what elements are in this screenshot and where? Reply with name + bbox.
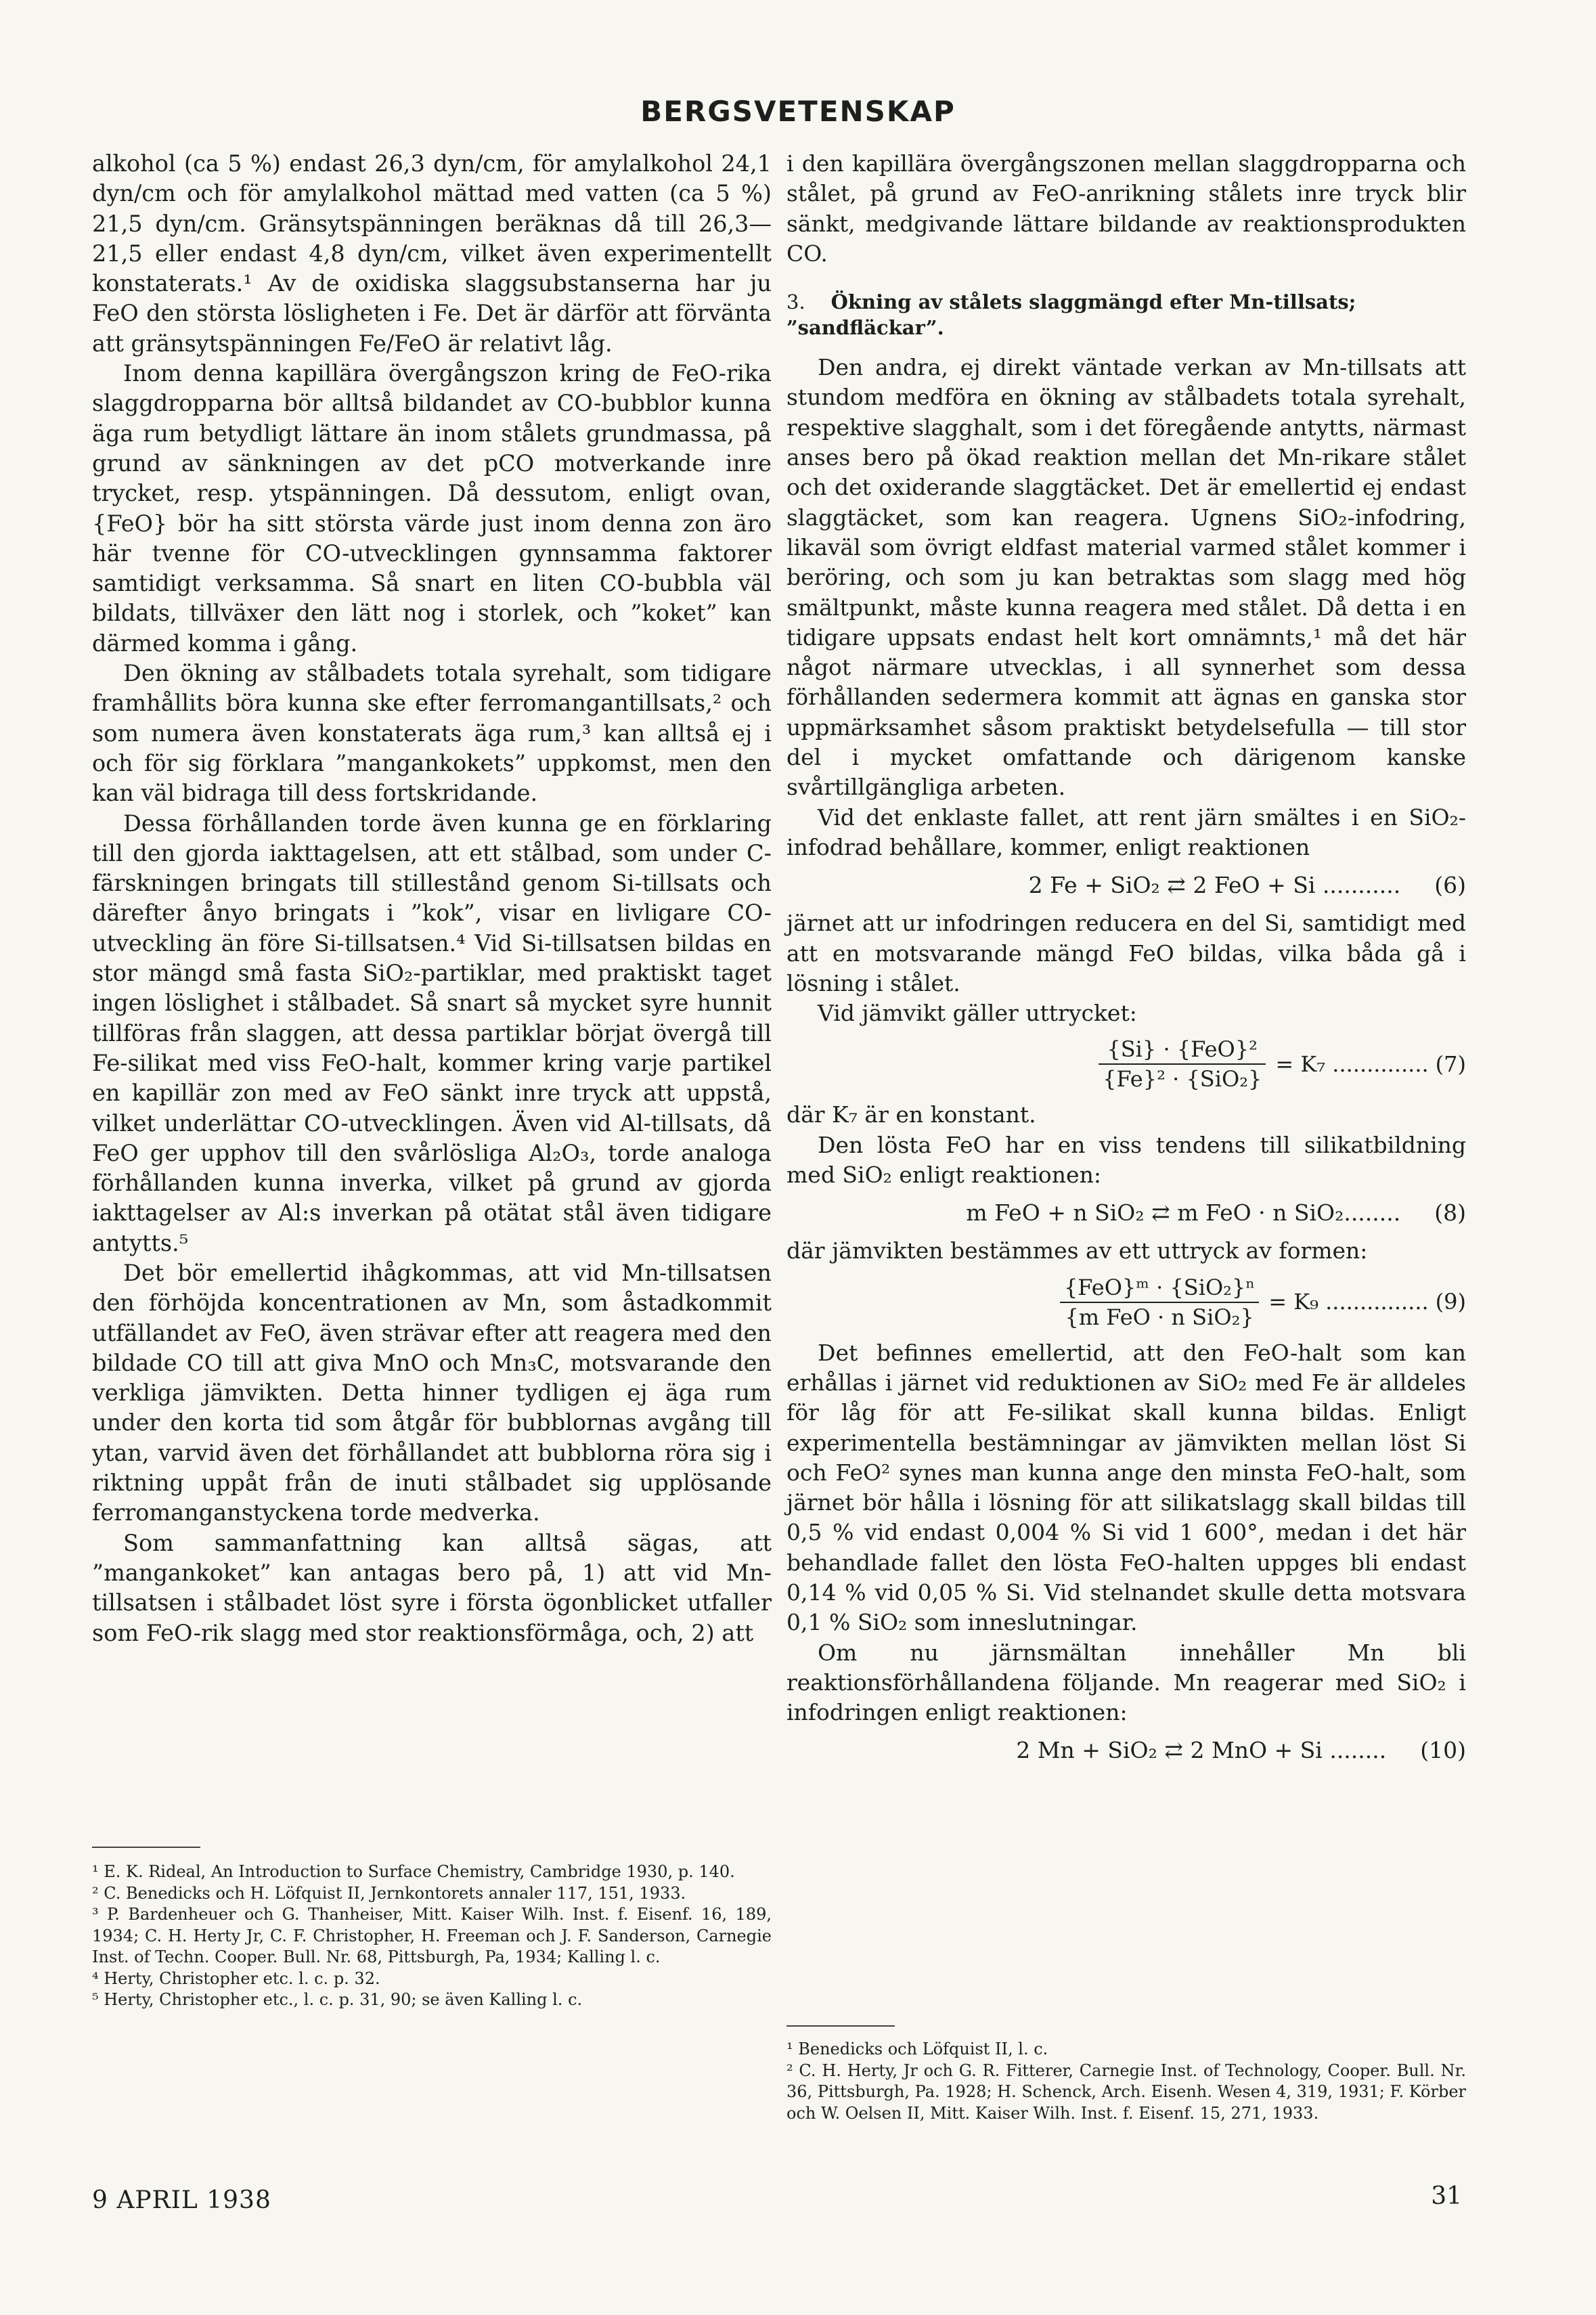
paragraph: Den ökning av stålbadets totala syrehalt, som tidigare framhållits böra kunna ske efter ferromangantillsats,² och som numera även konstaterats äga rum,³ kan alltså ej i och för sig förklara ”mangankokets” uppkomst, men den kan väl bidraga till dess fortskridande.	[92, 660, 772, 807]
fraction	[1099, 1035, 1266, 1093]
right-body	[786, 149, 1466, 1765]
left-body	[92, 149, 772, 1648]
paragraph: Vid det enklaste fallet, att rent järn smältes i en SiO₂-infodrad behållare, kommer, enligt reaktionen	[786, 803, 1466, 860]
page-number: 31	[1431, 2182, 1462, 2210]
equation-number: (8)	[1434, 1199, 1466, 1227]
footnote: ² C. Benedicks och H. Löfquist II, Jernkontorets annaler 117, 151, 1933.	[92, 1883, 686, 1903]
paragraph: alkohol (ca 5 %) endast 26,3 dyn/cm, för amylalkohol 24,1 dyn/cm och för amylalkohol mättad med vatten (ca 5 %) 21,5 dyn/cm. Gränsytspänningen beräknas då till 26,3—21,5 eller endast 4,8 dyn/cm, vilket även experimentellt konstaterats.¹ Av de oxidiska slaggsubstanserna har ju FeO den största lösligheten i Fe. Det är därför att förvänta att gränsytspänningen Fe/FeO är relativt låg.	[92, 150, 772, 357]
left-column	[92, 149, 772, 1648]
equation-8	[786, 1198, 1466, 1228]
equation-number: (7)	[1435, 1051, 1466, 1078]
footnote-rule	[92, 1847, 200, 1848]
section-heading	[786, 289, 1466, 340]
footnote: ¹ E. K. Rideal, An Introduction to Surface Chemistry, Cambridge 1930, p. 140.	[92, 1862, 735, 1881]
fraction-numerator: {Si} · {FeO}²	[1099, 1035, 1266, 1065]
paragraph: Dessa förhållanden torde även kunna ge en förklaring till den gjorda iakttagelsen, att ett stålbad, som under C-färskningen bringats till stillestånd genom Si-tillsats och därefter ånyo bringats i ”kok”, visar en livligare CO-utveckling än före Si-tillsatsen.⁴ Vid Si-tillsatsen bildas en stor mängd små fasta SiO₂-partiklar, med praktiskt taget ingen löslighet i stålbadet. Så snart så mycket syre hunnit tillföras från slaggen, att dessa partiklar börjat övergå till Fe-silikat med viss FeO-halt, kommer kring varje partikel en kapillär zon med av FeO sänkt inre tryck att uppstå, vilket underlättar CO-utvecklingen. Även vid Al-tillsats, då FeO ger upphov till den svårlösliga Al₂O₃, torde analoga förhållanden kunna inverka, vilket på grund av gjorda iakttagelser av Al:s inverkan på otätat stål även tidigare antytts.⁵	[92, 810, 772, 1256]
equation-7	[786, 1035, 1466, 1093]
fraction-numerator: {FeO}ᵐ · {SiO₂}ⁿ	[1060, 1273, 1259, 1303]
footnote: ¹ Benedicks och Löfquist II, l. c.	[786, 2040, 1048, 2058]
section-title: Ökning av stålets slaggmängd efter Mn-tillsats; ”sandfläckar”.	[786, 290, 1356, 340]
footnote: ³ P. Bardenheuer och G. Thanheiser, Mitt. Kaiser Wilh. Inst. f. Eisenf. 16, 189, 1934; C. H. Herty Jr, C. F. Christopher, H. Freeman och J. F. Sanderson, Carnegie Inst. of Techn. Cooper. Bull. Nr. 68, Pittsburgh, Pa, 1934; Kalling l. c.	[92, 1905, 772, 1966]
left-footnotes	[92, 1861, 772, 2011]
equation-rhs: = K₇ ..............	[1275, 1051, 1429, 1078]
equation-rhs: = K₉ ...............	[1268, 1289, 1429, 1315]
equation-number: (9)	[1435, 1289, 1466, 1315]
paragraph: Den andra, ej direkt väntade verkan av Mn-tillsats att stundom medföra en ökning av stålbadets totala syrehalt, respektive slagghalt, som i det föregående antytts, närmast anses bero på ökad reaktion mellan det Mn-rikare stålet och det oxiderande slaggtäcket. Det är emellertid ej endast slaggtäcket, som kan reagera. Ugnens SiO₂-infodring, likaväl som övrigt eldfast material varmed stålet kommer i beröring, och som ju kan betraktas som slagg med hög smältpunkt, måste kunna reagera med stålet. Då detta i en tidigare uppsats endast helt kort omnämnts,¹ må det här något närmare utvecklas, i all synnerhet som dessa förhållanden sedermera kommit att ägnas en ganska stor uppmärksamhet såsom praktiskt betydelsefulla — till stor del i mycket omfattande och därigenom kanske svårtillgängliga arbeten.	[786, 354, 1466, 801]
paragraph: Inom denna kapillära övergångszon kring de FeO-rika slaggdropparna bör alltså bildandet av CO-bubblor kunna äga rum betydligt lättare än inom stålets grundmassa, på grund av sänkningen av det pCO motverkande inre trycket, resp. ytspänningen. Då dessutom, enligt ovan, {FeO} bör ha sitt största värde just inom denna zon äro här tvenne för CO-utvecklingen gynnsamma faktorer samtidigt verksamma. Så snart en liten CO-bubbla väl bildats, tillväxer den lätt nog i storlek, och ”koket” kan därmed komma i gång.	[92, 360, 772, 657]
paragraph: i den kapillära övergångszonen mellan slaggdropparna och stålet, på grund av FeO-anrikning stålets inre tryck blir sänkt, medgivande lättare bildande av reaktionsprodukten CO.	[786, 150, 1466, 267]
paragraph: järnet att ur infodringen reducera en del Si, samtidigt med att en motsvarande mängd FeO bildas, vilka båda gå i lösning i stålet.	[786, 910, 1466, 996]
footnote-rule	[786, 2025, 895, 2027]
fraction-denominator: {m FeO · n SiO₂}	[1065, 1304, 1254, 1330]
paragraph: Det bör emellertid ihågkommas, att vid Mn-tillsatsen den förhöjda koncentrationen av Mn, som åstadkommit utfällandet av FeO, även strävar efter att reagera med den bildade CO till att giva MnO och Mn₃C, motsvarande den verkliga jämvikten. Detta hinner tydligen ej äga rum under den korta tid som åtgår för bubblornas avgång till ytan, varvid även det förhållandet att bubblorna röra sig i riktning uppåt från de inuti stålbadet sig upplösande ferromanganstyckena torde medverka.	[92, 1259, 772, 1526]
equation-number: (10)	[1420, 1737, 1466, 1764]
section-number: 3.	[786, 290, 805, 314]
equation-expression: m FeO + n SiO₂ ⇄ m FeO · n SiO₂........	[966, 1199, 1401, 1227]
footnote: ² C. H. Herty, Jr och G. R. Fitterer, Carnegie Inst. of Technology, Cooper. Bull. Nr. 36, Pittsburgh, Pa. 1928; H. Schenck, Arch. Eisenh. Wesen 4, 319, 1931; F. Körber och W. Oelsen II, Mitt. Kaiser Wilh. Inst. f. Eisenf. 15, 271, 1933.	[786, 2060, 1466, 2123]
equation-number: (6)	[1434, 872, 1466, 899]
running-head: BERGSVETENSKAP	[640, 95, 956, 128]
equation-expression: 2 Mn + SiO₂ ⇄ 2 MnO + Si ........	[1016, 1737, 1387, 1764]
equation-6	[786, 870, 1466, 900]
paragraph: Den lösta FeO har en viss tendens till silikatbildning med SiO₂ enligt reaktionen:	[786, 1131, 1466, 1189]
issue-date: 9 APRIL 1938	[92, 2186, 271, 2214]
paragraph: där K₇ är en konstant.	[786, 1101, 1036, 1128]
paragraph: Som sammanfattning kan alltså sägas, att ”mangankoket” kan antagas bero på, 1) att vid Mn-tillsatsen i stålbadet löst syre i första ögonblicket utfaller som FeO-rik slagg med stor reaktionsförmåga, och, 2) att	[92, 1529, 772, 1646]
footnote: ⁴ Herty, Christopher etc. l. c. p. 32.	[92, 1968, 380, 1988]
footnote: ⁵ Herty, Christopher etc., l. c. p. 31, 90; se även Kalling l. c.	[92, 1990, 583, 2009]
equation-expression: 2 Fe + SiO₂ ⇄ 2 FeO + Si ...........	[1028, 872, 1401, 899]
right-footnotes	[786, 2039, 1466, 2124]
paragraph: Det befinnes emellertid, att den FeO-halt som kan erhållas i järnet vid reduktionen av SiO₂ med Fe är alldeles för låg för att Fe-silikat skall kunna bildas. Enligt experimentella bestämningar av jämvikten mellan löst Si och FeO² synes man kunna ange den minsta FeO-halt, som järnet bör hålla i lösning för att silikatslagg skall bildas till 0,5 % vid endast 0,004 % Si vid 1 600°, medan i det här behandlade fallet den lösta FeO-halten uppges bli endast 0,14 % vid 0,05 % Si. Vid stelnandet skulle detta motsvara 0,1 % SiO₂ som inneslutningar.	[786, 1339, 1466, 1636]
paragraph: Om nu järnsmältan innehåller Mn bli reaktionsförhållandena följande. Mn reagerar med SiO₂ i infodringen enligt reaktionen:	[786, 1639, 1466, 1726]
paragraph: där jämvikten bestämmes av ett uttryck av formen:	[786, 1237, 1368, 1264]
fraction	[1060, 1273, 1259, 1331]
fraction-denominator: {Fe}² · {SiO₂}	[1102, 1066, 1262, 1093]
equation-10	[786, 1736, 1466, 1765]
paragraph: Vid jämvikt gäller uttrycket:	[818, 1000, 1137, 1027]
equation-9	[786, 1273, 1466, 1331]
right-column	[786, 149, 1466, 1773]
